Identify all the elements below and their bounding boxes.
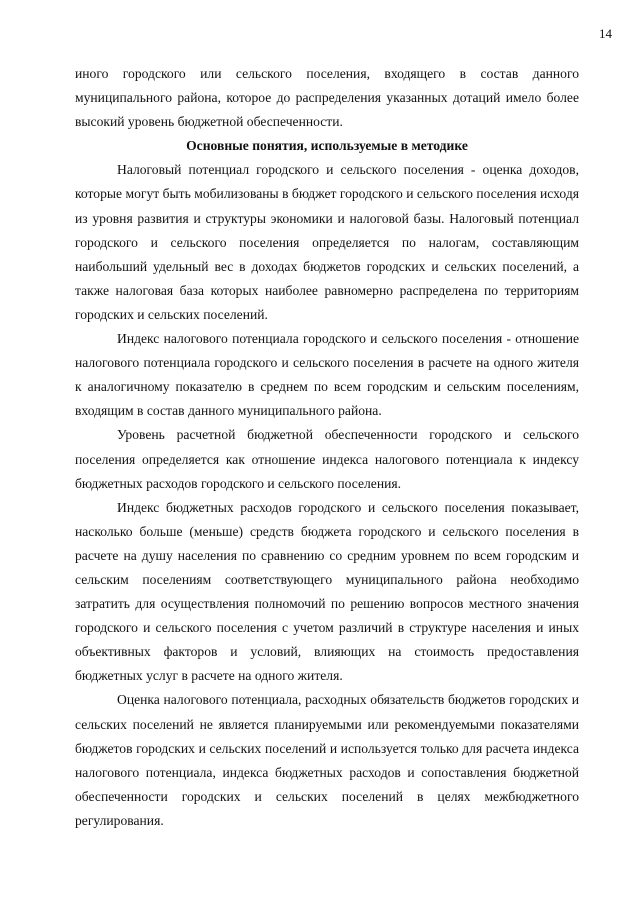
intro-paragraph: иного городского или сельского поселения, входящего в состав данного муниципального района, которое до распределения указанных дотаций имело более высокий уровень бюджетной обеспеченности.: [75, 66, 579, 130]
page-number: 14: [599, 26, 612, 41]
document-body: [75, 62, 579, 833]
section-heading: Основные понятия, используемые в методике: [186, 138, 468, 154]
paragraph-tax-potential: Налоговый потенциал городского и сельского поселения - оценка доходов, которые могут быть мобилизованы в бюджет городского и сельского поселения исходя из уровня развития и структуры экономики и налоговой базы. Налоговый потенциал городского и сельского поселения определяется по налогам, составляющим наибольший удельный вес в доходах бюджетов городских и сельских поселений, а также налоговая база которых наиболее равномерно распределена по территориям городских и сельских поселений.: [75, 162, 579, 322]
paragraph-assessment-note: Оценка налогового потенциала, расходных обязательств бюджетов городских и сельских поселений не является планируемыми или рекомендуемыми показателями бюджетов городских и сельских поселений и используется только для расчета индекса налогового потенциала, индекса бюджетных расходов и сопоставления бюджетной обеспеченности городских и сельских поселений в целях межбюджетного регулирования.: [75, 692, 579, 828]
paragraph-fiscal-capacity-level: Уровень расчетной бюджетной обеспеченности городского и сельского поселения определяется как отношение индекса налогового потенциала к индексу бюджетных расходов городского и сельского поселения.: [75, 427, 579, 491]
paragraph-tax-potential-index: Индекс налогового потенциала городского и сельского поселения - отношение налогового потенциала городского и сельского поселения в расчете на одного жителя к аналогичному показателю в среднем по всем городским и сельским поселениям, входящим в состав данного муниципального района.: [75, 331, 579, 419]
paragraph-budget-expenditure-index: Индекс бюджетных расходов городского и сельского поселения показывает, насколько больше (меньше) средств бюджета городского и сельского поселения в расчете на душу населения по сравнению со средним уровнем по всем городским и сельским поселениям соответствующего муниципального района необходимо затратить для осуществления полномочий по решению вопросов местного значения городского и сельского поселения с учетом различий в структуре населения и иных объективных факторов и условий, влияющих на стоимость предоставления бюджетных услуг в расчете на одного жителя.: [75, 499, 579, 684]
